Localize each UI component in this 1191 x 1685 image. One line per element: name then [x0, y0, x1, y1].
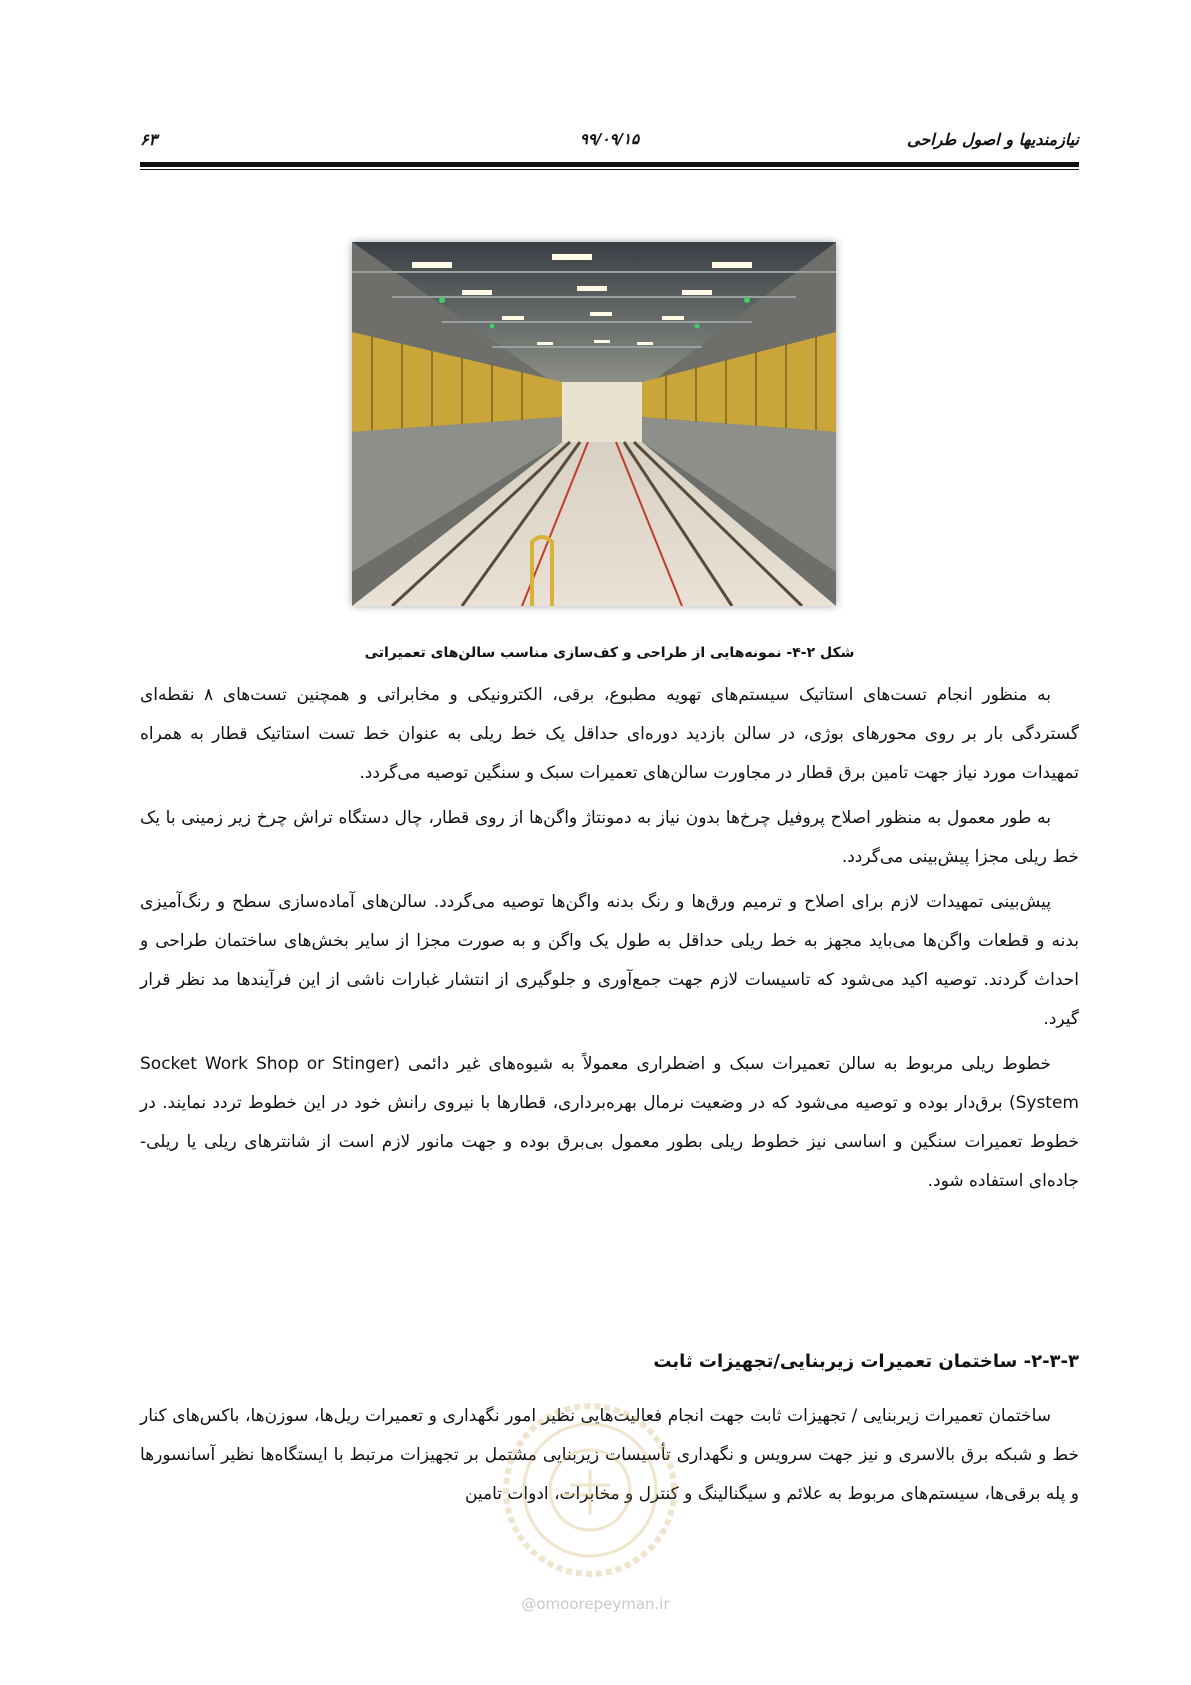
paragraph-2: به طور معمول به منظور اصلاح پروفیل چرخ‌ها بدون نیاز به دمونتاژ واگن‌ها از روی قطار، چال دستگاه تراش چرخ زیر زمینی با یک خط ریلی مجزا پیش‌بینی می‌گردد. — [140, 808, 1079, 867]
section-paragraph: ساختمان تعمیرات زیربنایی / تجهیزات ثابت جهت انجام فعالیت‌هایی نظیر امور نگهداری و تعمیرات ریل‌ها، سوزن‌ها، باکس‌های کنار خط و شبکه برق بالاسری و نیز جهت سرویس و نگهداری تأسیسات زیربنایی مشتمل بر تجهیزات مرتبط با ایستگاه‌ها نظیر آسانسورها و پله برقی‌ها، سیستم‌های مربوط به علائم و سیگنالینگ و کنترل و مخابرات، ادوات تامین — [140, 1406, 1079, 1504]
watermark-stamp — [500, 1400, 680, 1580]
header-rule-thin — [140, 169, 1079, 170]
section-heading: ۲-۳-۳- ساختمان تعمیرات زیربنایی/تجهیزات ثابت — [653, 1351, 1079, 1372]
paragraph-4: خطوط ریلی مربوط به سالن تعمیرات سبک و اضطراری معمولاً به شیوه‌های غیر دائمی (Socket Work Shop or Stinger System) برق‌دار بوده و توصیه می‌شود که در وضعیت نرمال بهره‌برداری، قطارها با نیروی رانش خود در این خطوط تردد نمایند. در خطوط تعمیرات سنگین و اساسی نیز خطوط ریلی بطور معمول بی‌برق بوده و جهت مانور لازم است از شانترهای ریلی یا ریلی- جاده‌ای استفاده شود. — [140, 1054, 1079, 1191]
header-date: ۹۹/۰۹/۱۵ — [579, 130, 640, 148]
body-paragraphs — [140, 676, 1079, 1207]
header-rule — [140, 162, 1079, 167]
watermark-url: @omoorepeyman.ir — [521, 1595, 670, 1613]
page-number: ۶۳ — [140, 130, 158, 149]
maintenance-hall-photo — [352, 242, 836, 606]
page-header — [140, 128, 1079, 164]
paragraph-3: پیش‌بینی تمهیدات لازم برای اصلاح و ترمیم ورق‌ها و رنگ بدنه واگن‌ها توصیه می‌گردد. سالن‌های آماده‌سازی سطح و رنگ‌آمیزی بدنه و قطعات واگن‌ها می‌باید مجهز به خط ریلی حداقل به طول یک واگن و به صورت مجزا از سایر بخش‌های ساختمان طراحی و احداث گردند. توصیه اکید می‌شود که تاسیسات لازم جهت جمع‌آوری و جلوگیری از انتشار غبارات ناشی از این فرآیندها مد نظر قرار گیرد. — [140, 892, 1079, 1029]
figure-caption: شکل ۲-۴- نمونه‌هایی از طراحی و کف‌سازی مناسب سالن‌های تعمیراتی — [364, 645, 855, 661]
book-title: نیازمندیها و اصول طراحی — [907, 130, 1079, 149]
paragraph-1: به منظور انجام تست‌های استاتیک سیستم‌های تهویه مطبوع، برقی، الکترونیکی و مخابراتی و همچنین تست‌های ۸ نقطه‌ای گستردگی بار بر روی محورهای بوژی، در سالن بازدید دوره‌ای حداقل یک خط ریلی به عنوان خط تست استاتیک قطار به همراه تمهیدات مورد نیاز جهت تامین برق قطار در مجاورت سالن‌های تعمیرات سبک و سنگین توصیه می‌گردد. — [140, 685, 1079, 783]
